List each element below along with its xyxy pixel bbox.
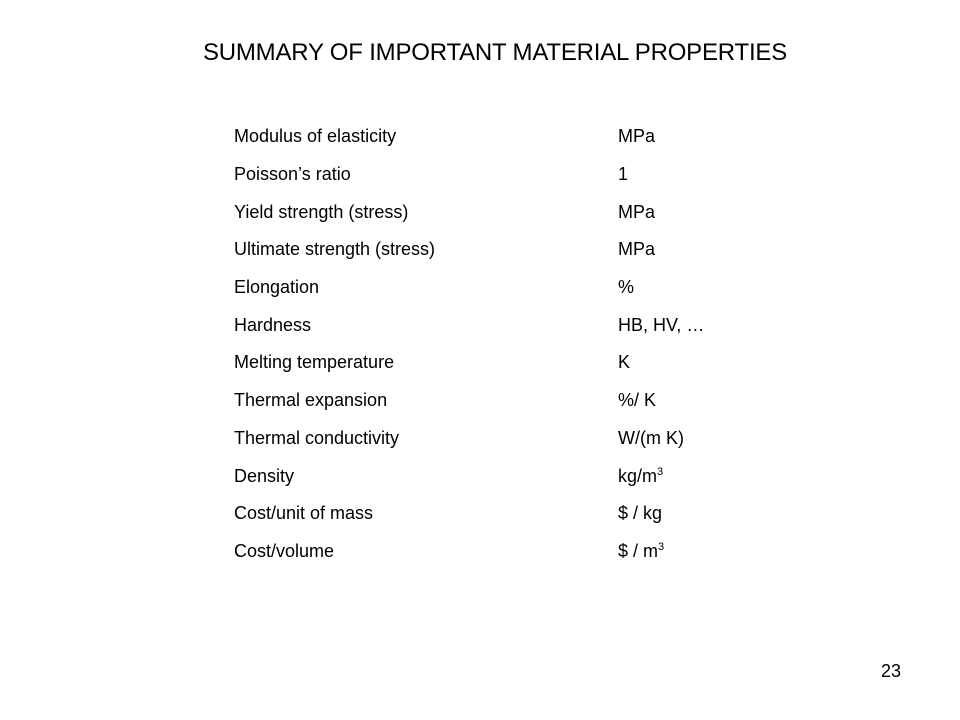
property-name: Yield strength (stress) (234, 201, 409, 222)
unit-text: %/ K (618, 390, 657, 411)
unit-text: HB, HV, … (618, 314, 705, 335)
property-name: Thermal conductivity (234, 427, 400, 448)
properties-table (234, 118, 704, 570)
property-unit (618, 390, 656, 411)
property-unit (618, 352, 630, 373)
property-unit (618, 202, 655, 223)
property-row (234, 156, 704, 194)
unit-text: % (618, 277, 635, 298)
property-name: Modulus of elasticity (234, 126, 397, 147)
property-unit (618, 164, 628, 185)
property-row (234, 306, 704, 344)
property-row (234, 495, 704, 533)
property-unit (618, 126, 655, 147)
property-row (234, 231, 704, 269)
property-row (234, 457, 704, 495)
slide-title: SUMMARY OF IMPORTANT MATERIAL PROPERTIES (202, 39, 788, 66)
unit-text: K (618, 352, 631, 373)
page-number: 23 (881, 661, 902, 681)
property-row (234, 344, 704, 382)
unit-text: MPa (618, 239, 656, 260)
property-unit (618, 466, 663, 487)
property-name: Ultimate strength (stress) (234, 239, 436, 260)
unit-text: $ / kg (618, 503, 663, 524)
unit-text: kg/m (618, 465, 658, 486)
property-name: Elongation (234, 277, 320, 298)
property-name: Cost/unit of mass (234, 503, 374, 524)
property-name: Hardness (234, 314, 312, 335)
property-unit (618, 315, 704, 336)
unit-text: $ / m (618, 540, 659, 561)
property-unit (618, 503, 662, 524)
property-row (234, 533, 704, 571)
unit-exponent: 3 (657, 465, 664, 478)
property-row (234, 269, 704, 307)
unit-text: MPa (618, 126, 656, 147)
property-unit (618, 428, 684, 449)
unit-exponent: 3 (658, 540, 665, 553)
property-row (234, 193, 704, 231)
property-unit (618, 277, 634, 298)
unit-text: MPa (618, 201, 656, 222)
property-name: Poisson’s ratio (234, 164, 351, 185)
unit-text: 1 (618, 164, 629, 185)
property-row (234, 420, 704, 458)
property-name: Density (234, 465, 295, 486)
property-unit (618, 541, 664, 562)
property-row (234, 118, 704, 156)
property-name: Melting temperature (234, 352, 395, 373)
property-name: Cost/volume (234, 540, 335, 561)
property-unit (618, 239, 655, 260)
property-name: Thermal expansion (234, 390, 388, 411)
unit-text: W/(m K) (618, 427, 684, 448)
property-row (234, 382, 704, 420)
